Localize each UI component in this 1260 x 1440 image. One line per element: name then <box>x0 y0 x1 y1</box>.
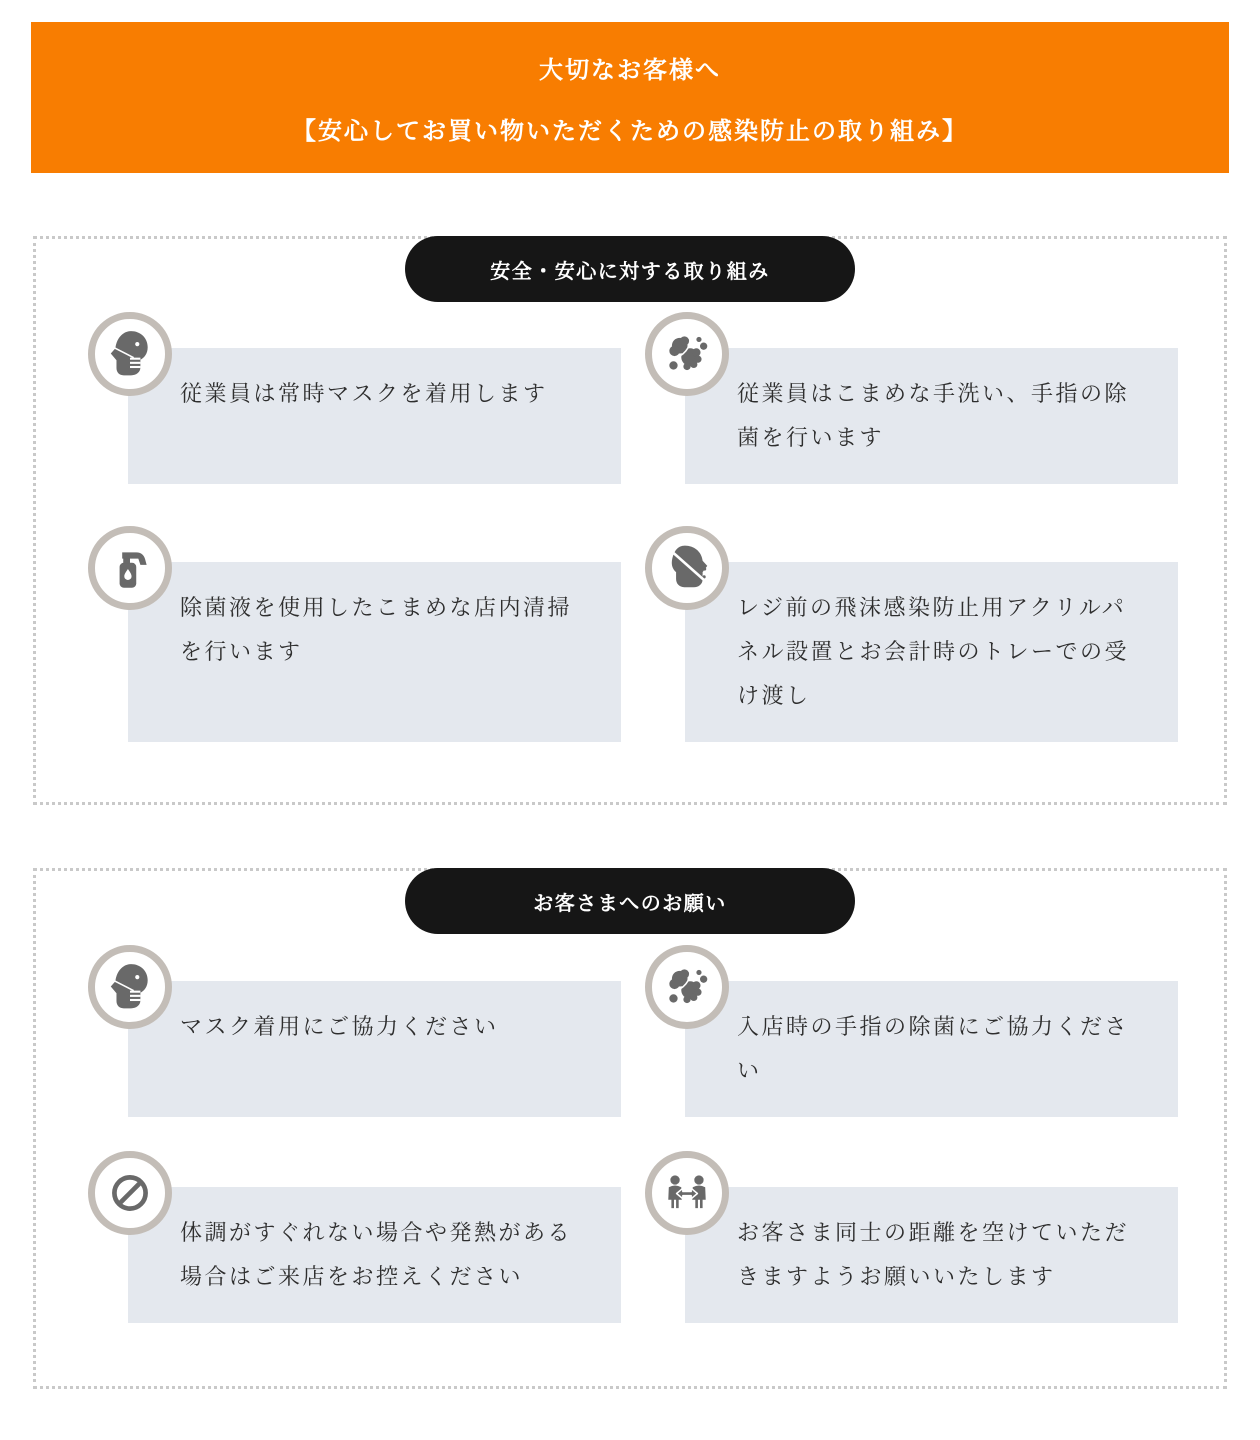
header-banner <box>31 22 1229 173</box>
section-panel <box>33 236 1227 805</box>
item-text-box <box>128 348 621 484</box>
section-customer-requests <box>33 868 1227 1389</box>
hand-wash-icon <box>645 312 729 396</box>
social-distance-icon <box>645 1151 729 1235</box>
item-text-box <box>128 562 621 742</box>
list-item <box>88 1151 621 1323</box>
header-subtitle: 【安心してお買い物いただくための感染防止の取り組み】 <box>292 117 968 145</box>
item-text-box <box>685 1187 1178 1323</box>
list-item <box>88 945 621 1117</box>
item-text: 従業員はこまめな手洗い、手指の除菌を行います <box>737 381 1130 450</box>
spray-bottle-icon <box>88 526 172 610</box>
section-safety-measures <box>33 236 1227 805</box>
item-text: レジ前の飛沫感染防止用アクリルパネル設置とお会計時のトレーでの受け渡し <box>737 595 1130 708</box>
section-title: 安全・安心に対する取り組み <box>490 260 770 283</box>
section-title-pill <box>405 868 855 934</box>
item-text: 体調がすぐれない場合や発熱がある場合はご来店をお控えください <box>180 1220 573 1289</box>
droplet-block-icon <box>645 526 729 610</box>
hand-wash-icon <box>645 945 729 1029</box>
list-item <box>645 1151 1178 1323</box>
list-item <box>88 312 621 484</box>
item-text: マスク着用にご協力ください <box>180 1014 499 1039</box>
item-text-box <box>685 981 1178 1117</box>
item-text-box <box>685 348 1178 484</box>
item-text: 除菌液を使用したこまめな店内清掃を行います <box>180 595 573 664</box>
item-text-box <box>128 1187 621 1323</box>
mask-face-icon <box>88 945 172 1029</box>
prohibition-icon <box>88 1151 172 1235</box>
item-text: 入店時の手指の除菌にご協力ください <box>737 1014 1130 1083</box>
item-text-box <box>128 981 621 1117</box>
item-text-box <box>685 562 1178 742</box>
mask-face-icon <box>88 312 172 396</box>
item-text: お客さま同士の距離を空けていただきますようお願いいたします <box>737 1220 1130 1289</box>
section-title-pill <box>405 236 855 302</box>
list-item <box>645 526 1178 742</box>
list-item <box>645 945 1178 1117</box>
list-item <box>645 312 1178 484</box>
header-title: 大切なお客様へ <box>539 56 721 84</box>
list-item <box>88 526 621 742</box>
section-panel <box>33 868 1227 1389</box>
item-text: 従業員は常時マスクを着用します <box>180 381 548 406</box>
section-title: お客さまへのお願い <box>533 892 727 915</box>
